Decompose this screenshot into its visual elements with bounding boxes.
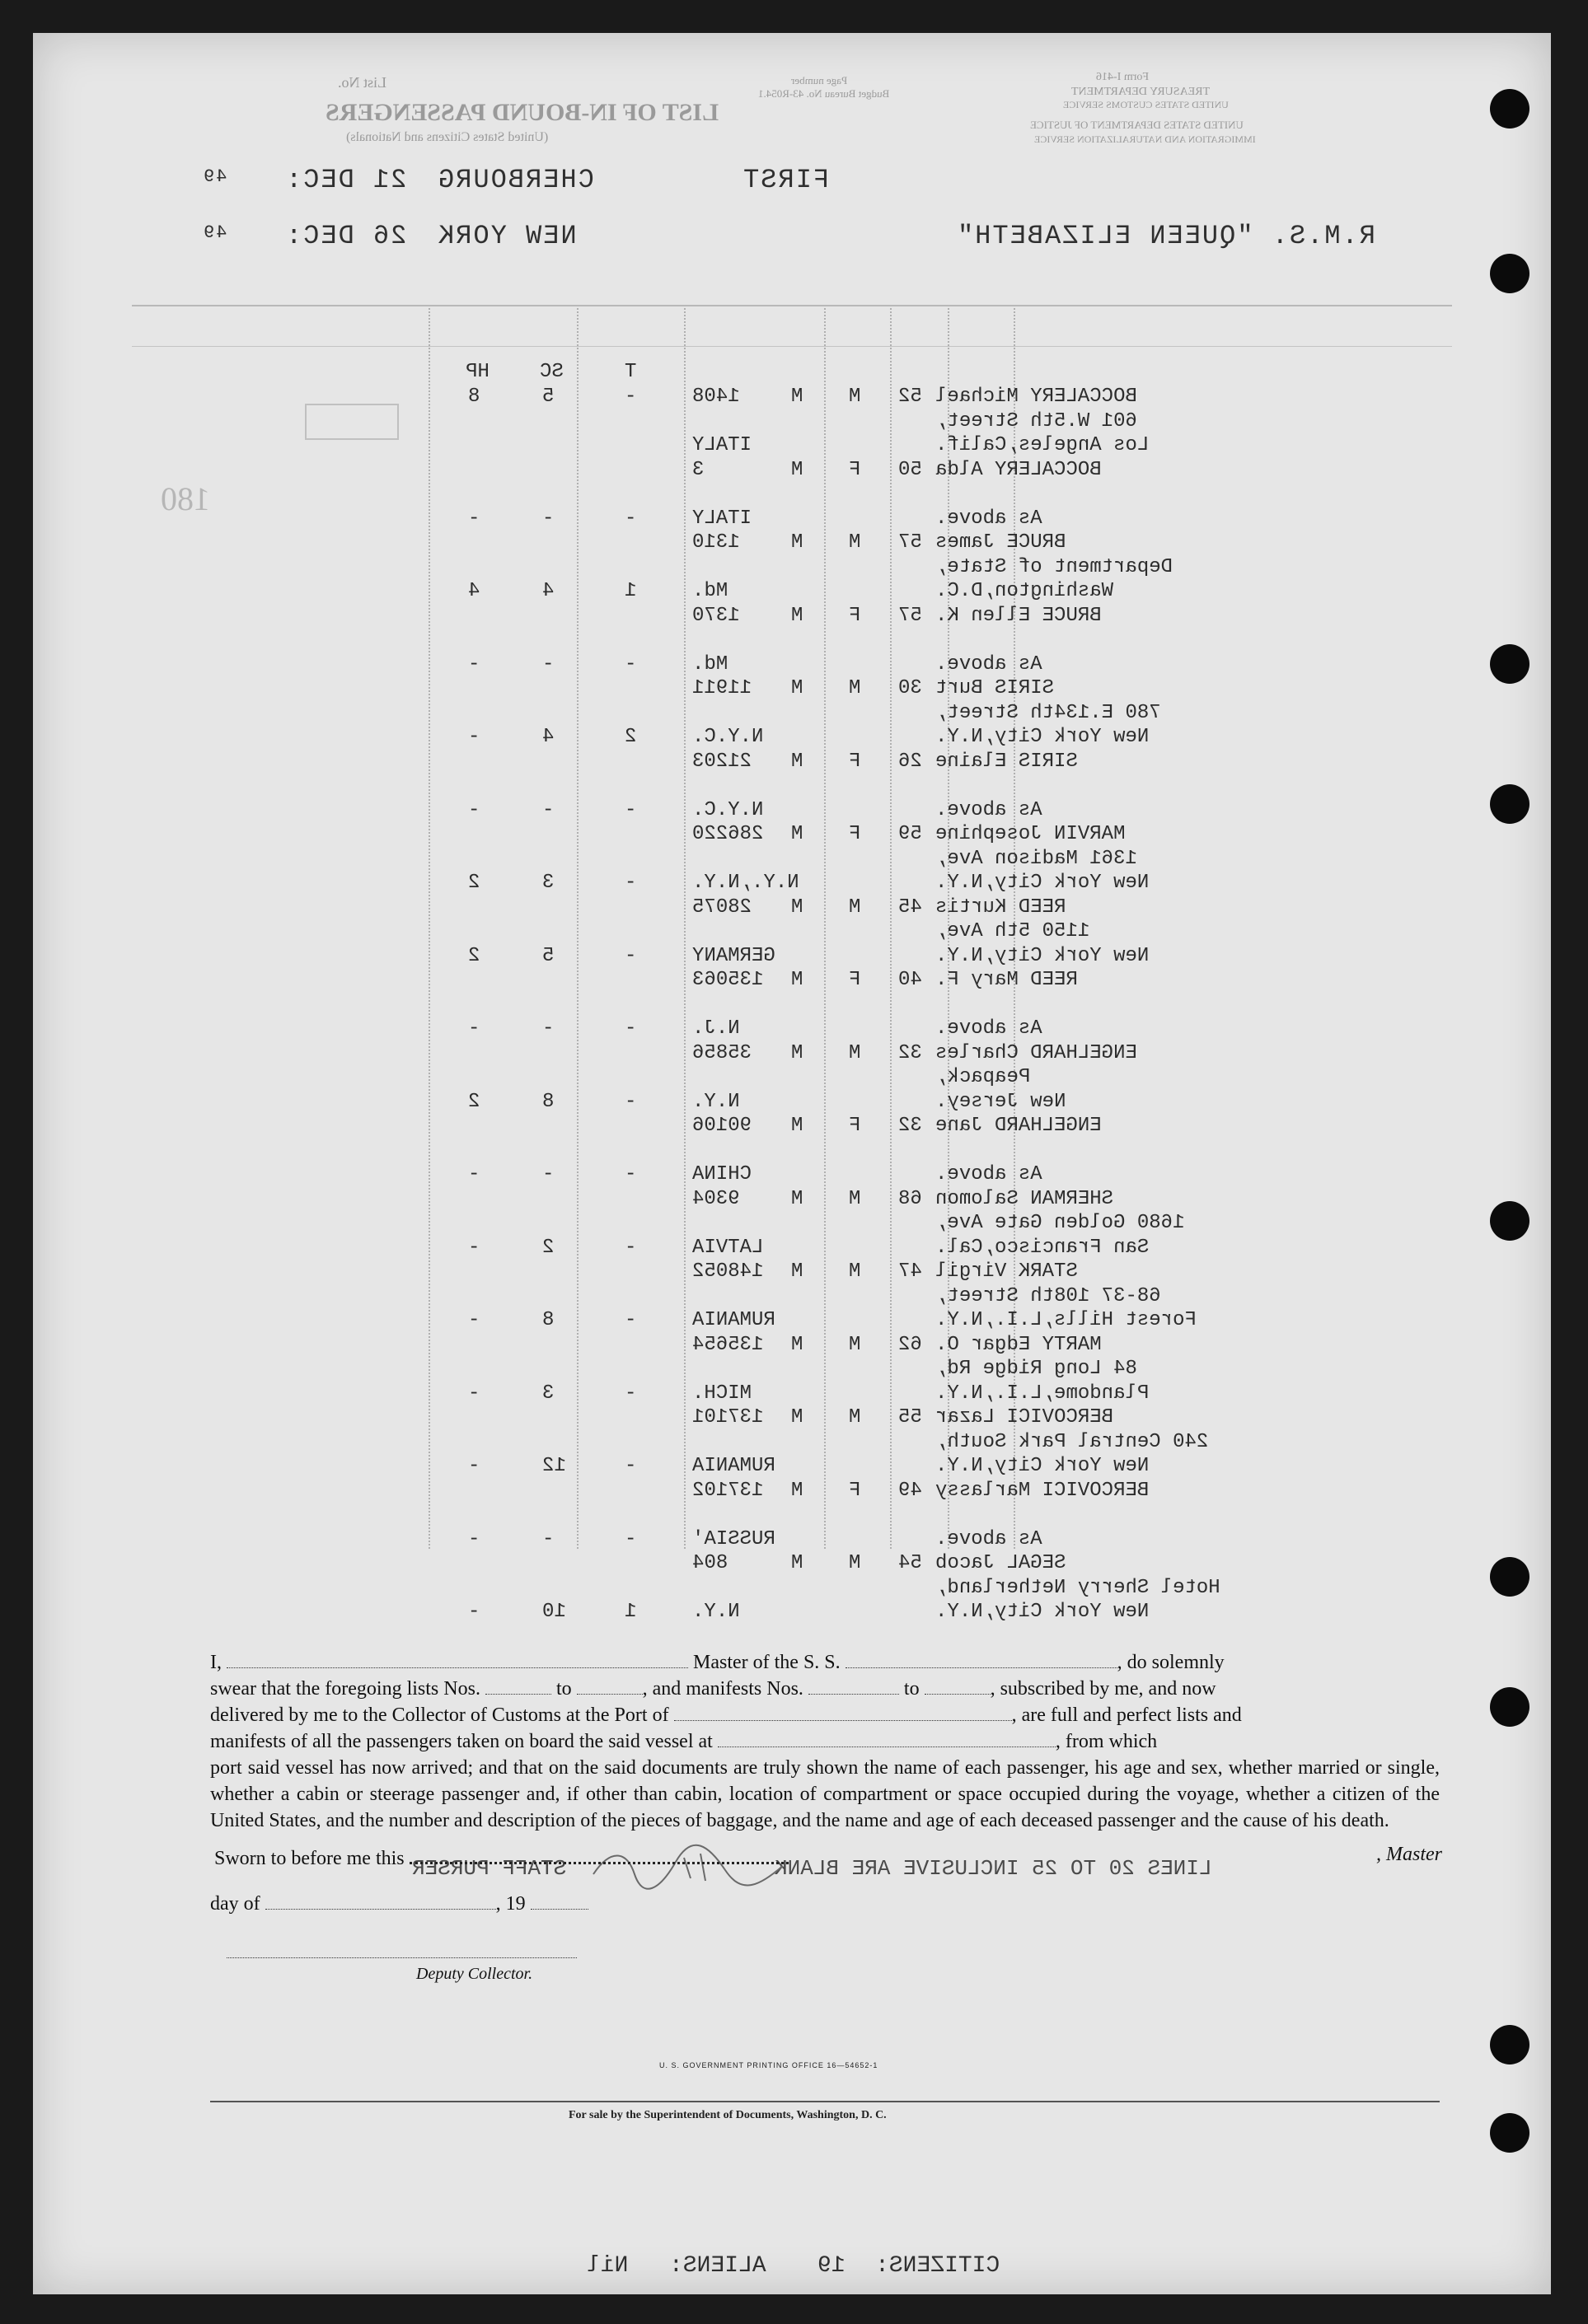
- departure-port: CHERBOURG: [437, 165, 594, 195]
- column-divider: [429, 305, 430, 1549]
- entry-c3: -: [468, 1527, 480, 1550]
- entry-c2: 2: [542, 1236, 555, 1259]
- oath-and-manifests: , and manifests Nos.: [642, 1678, 803, 1700]
- entry-age: 45: [898, 895, 922, 919]
- col-head-t: T: [625, 361, 637, 383]
- sworn-date-blank: [410, 1844, 789, 1864]
- col-head-sc: SC: [540, 361, 564, 383]
- entry-name: REED Kurtis: [935, 895, 1066, 919]
- binder-hole-5: [1490, 1201, 1529, 1241]
- entry-c3: -: [468, 726, 480, 748]
- entry-name: 1361 Madison Ave,: [935, 847, 1137, 870]
- serial-stamp: 180: [161, 480, 210, 517]
- entry-name: BERCOVICI Marlassy: [935, 1479, 1150, 1502]
- day-of-blank: [265, 1891, 496, 1910]
- entry-name: New York City,N.Y.: [935, 726, 1150, 748]
- entry-ref: GERMANY: [692, 944, 775, 967]
- entry-name: 68-37 108th Street,: [935, 1284, 1161, 1307]
- entry-ref: 135063: [692, 969, 764, 991]
- form-title: LIST OF IN-BOUND PASSENGERS: [326, 99, 719, 126]
- entry-sex: M: [849, 531, 861, 554]
- entry-ref: 1310: [692, 531, 740, 554]
- day-of-line: [210, 1891, 588, 1915]
- aliens-value: Nil: [587, 2253, 629, 2279]
- entry-name: SIRIS Elaine: [935, 750, 1078, 773]
- entry-c3: 4: [468, 580, 480, 602]
- staff-purser-note: STAFF PURSER: [412, 1856, 567, 1881]
- entry-status: M: [791, 1260, 803, 1283]
- entry-ref: ITALY: [692, 434, 752, 456]
- entry-ref: 286220: [692, 823, 764, 845]
- oath-do-solemnly: , do solemnly: [1117, 1652, 1225, 1673]
- entry-c1: -: [625, 1527, 637, 1550]
- entry-age: 26: [898, 750, 922, 773]
- year-blank: [531, 1891, 588, 1910]
- binder-hole-9: [1490, 2113, 1529, 2153]
- entry-c2: 5: [542, 944, 555, 967]
- entry-name: BRUCE James: [935, 531, 1066, 554]
- entry-age: 32: [898, 1041, 922, 1064]
- entry-name: BERCOVICI Lazar: [935, 1406, 1114, 1429]
- for-sale-note: For sale by the Superintendent of Documents, Washington, D. C.: [569, 2109, 887, 2121]
- entry-name: Washington,D.C.: [935, 580, 1114, 602]
- entry-c3: 2: [468, 1090, 480, 1113]
- entry-name: 1150 5th Ave,: [935, 920, 1090, 942]
- entry-age: 30: [898, 677, 922, 699]
- entry-sex: M: [849, 1333, 861, 1356]
- entry-name: 1680 Golden Gate Ave,: [935, 1212, 1185, 1234]
- entry-c1: -: [625, 1163, 637, 1185]
- entry-sex: F: [849, 458, 861, 481]
- entry-age: 54: [898, 1552, 922, 1574]
- entry-c3: -: [468, 1163, 480, 1185]
- entry-name: New York City,N.Y.: [935, 1455, 1150, 1477]
- entry-age: 59: [898, 823, 922, 845]
- binder-hole-7: [1490, 1687, 1529, 1727]
- entry-sex: M: [849, 1187, 861, 1210]
- form-subtitle: (United States Citizens and Nationals): [346, 130, 549, 144]
- arrival-port: NEW YORK: [437, 221, 577, 251]
- list-no-label: List No.: [338, 74, 387, 91]
- entry-sex: F: [849, 969, 861, 991]
- entry-c2: 8: [542, 1309, 555, 1331]
- entry-c1: -: [625, 507, 637, 530]
- oath-to: to: [555, 1678, 572, 1700]
- vessel-name: R.M.S. "QUEEN ELIZABETH": [956, 221, 1375, 251]
- binder-hole-6: [1490, 1557, 1529, 1597]
- entry-ref: 9304: [692, 1187, 740, 1210]
- binder-hole-8: [1490, 2025, 1529, 2064]
- manifests-to-blank: [925, 1676, 991, 1695]
- entry-c1: 1: [625, 1601, 637, 1623]
- entry-status: M: [791, 1041, 803, 1064]
- oath-line-1: [210, 1649, 1440, 1676]
- entry-sex: M: [849, 677, 861, 699]
- sworn-line: [198, 1844, 1442, 1870]
- entry-c1: -: [625, 1236, 637, 1259]
- stamp-box: [305, 404, 399, 440]
- entry-name: REED Mary F.: [935, 969, 1078, 991]
- entry-sex: F: [849, 1479, 861, 1502]
- entry-c3: 2: [468, 944, 480, 967]
- arrival-year: 49: [202, 222, 227, 243]
- entry-c2: 8: [542, 1090, 555, 1113]
- entry-ref: 35856: [692, 1041, 752, 1064]
- entry-ref: 1408: [692, 386, 740, 408]
- binder-hole-4: [1490, 784, 1529, 824]
- footer-rule: [210, 2101, 1440, 2102]
- entry-ref: 135654: [692, 1333, 764, 1356]
- gpo-imprint: U. S. GOVERNMENT PRINTING OFFICE 16—54652-1: [659, 2061, 878, 2069]
- entry-c2: 4: [542, 580, 555, 602]
- entry-ref: 90106: [692, 1115, 752, 1137]
- entry-age: 32: [898, 1115, 922, 1137]
- entry-c2: 3: [542, 1382, 555, 1405]
- entry-ref: MICH.: [692, 1382, 752, 1405]
- sworn-label: Sworn to before me this: [214, 1848, 405, 1869]
- entry-name: BOCCALERY Alda: [935, 458, 1102, 481]
- entry-status: M: [791, 895, 803, 919]
- entry-name: Hotel Sherry Netherland,: [935, 1576, 1220, 1599]
- entry-name: As above.: [935, 798, 1042, 821]
- entry-name: ENGELHARD Charles: [935, 1041, 1137, 1064]
- entry-status: M: [791, 1406, 803, 1429]
- entry-status: M: [791, 531, 803, 554]
- entry-c2: -: [542, 1527, 555, 1550]
- entry-age: 52: [898, 386, 922, 408]
- entry-ref: 804: [692, 1552, 728, 1574]
- entry-age: 57: [898, 604, 922, 627]
- entry-ref: RUMANIA: [692, 1309, 775, 1331]
- entry-ref: 1370: [692, 604, 740, 627]
- entry-status: M: [791, 604, 803, 627]
- entry-name: As above.: [935, 652, 1042, 676]
- column-divider: [577, 305, 579, 1549]
- manifest-page: [33, 33, 1551, 2294]
- master-label: , Master: [1376, 1844, 1442, 1865]
- entry-c1: 1: [625, 580, 637, 602]
- entry-ref: LATVIA: [692, 1236, 764, 1259]
- entry-status: M: [791, 1333, 803, 1356]
- entry-name: Peapack,: [935, 1066, 1031, 1088]
- entry-c1: -: [625, 944, 637, 967]
- entry-name: BRUCE Ellen K.: [935, 604, 1102, 627]
- entry-name: 601 W.5th Street,: [935, 409, 1137, 433]
- col-head-hp: HP: [466, 361, 490, 383]
- entry-c1: -: [625, 1017, 637, 1040]
- entry-age: 57: [898, 531, 922, 554]
- entry-c3: -: [468, 1382, 480, 1405]
- entry-c1: -: [625, 798, 637, 821]
- port-blank: [674, 1702, 1012, 1721]
- entry-c2: 12: [542, 1455, 566, 1477]
- entry-ref: N.Y.C.: [692, 726, 764, 748]
- oath-delivered: delivered by me to the Collector of Customs at the Port of: [210, 1704, 669, 1726]
- entry-status: M: [791, 823, 803, 845]
- oath-line-2: [210, 1676, 1440, 1702]
- column-divider: [824, 305, 826, 1549]
- entry-age: 47: [898, 1260, 922, 1283]
- entry-ref: 148052: [692, 1260, 764, 1283]
- entry-status: M: [791, 386, 803, 408]
- entry-c1: -: [625, 1309, 637, 1331]
- entry-ref: RUMANIA: [692, 1455, 775, 1477]
- entry-status: M: [791, 1552, 803, 1574]
- entry-name: 240 Central Park South,: [935, 1430, 1209, 1453]
- manifests-from-blank: [808, 1676, 899, 1695]
- column-divider: [890, 305, 892, 1549]
- oath-swear: swear that the foregoing lists Nos.: [210, 1678, 480, 1700]
- entry-sex: F: [849, 750, 861, 773]
- deputy-signature-line: [227, 1957, 577, 1958]
- budget-label: Budget Bureau No. 43-R054.1: [758, 87, 890, 100]
- entry-name: New York City,N.Y.: [935, 1601, 1150, 1623]
- departure-year: 49: [202, 166, 227, 187]
- entry-c2: 5: [542, 386, 555, 408]
- entry-name: MARTY Edgar O.: [935, 1333, 1102, 1356]
- page-number-label: Page number: [791, 74, 848, 87]
- entry-status: M: [791, 969, 803, 991]
- binder-hole-2: [1490, 254, 1529, 293]
- entry-name: Los Angeles,Calif.: [935, 434, 1150, 456]
- entry-sex: F: [849, 1115, 861, 1137]
- oath-body: port said vessel has now arrived; and that on the said documents are truly shown the name of each passenger, his age and sex, whether married or single, whether a cabin or steerage passenger and, if other than cabin, location of compartment or space occupied during the voyage, whether a citizen of the United States, and the number and description of the pieces of baggage, and the name and age of each deceased passenger and the cause of his death.: [210, 1757, 1440, 1831]
- lists-from-blank: [485, 1676, 551, 1695]
- arrival-date: 26 DEC:: [284, 221, 407, 251]
- entry-c1: -: [625, 386, 637, 408]
- entry-name: SHERMAN Salomon: [935, 1187, 1114, 1210]
- entry-ref: 137102: [692, 1479, 764, 1502]
- entry-status: M: [791, 677, 803, 699]
- entry-name: 780 E.134th Street,: [935, 701, 1161, 724]
- oath-from-which: , from which: [1055, 1731, 1158, 1752]
- service-2: IMMIGRATION AND NATURALIZATION SERVICE: [1034, 133, 1256, 145]
- entry-ref: N.J.: [692, 1017, 740, 1040]
- oath-to-2: to: [903, 1678, 920, 1700]
- entry-age: 40: [898, 969, 922, 991]
- entry-ref: ITALY: [692, 507, 752, 530]
- entry-c2: 3: [542, 872, 555, 894]
- entry-c3: -: [468, 1601, 480, 1623]
- entry-c2: -: [542, 652, 555, 676]
- oath-subscribed: , subscribed by me, and now: [990, 1678, 1216, 1700]
- master-name-blank: [227, 1649, 688, 1668]
- service: UNITED STATES CUSTOMS SERVICE: [1063, 99, 1229, 110]
- entry-sex: M: [849, 1406, 861, 1429]
- lists-to-blank: [577, 1676, 643, 1695]
- entry-sex: F: [849, 604, 861, 627]
- entry-ref: Md.: [692, 652, 728, 676]
- entry-c1: -: [625, 1455, 637, 1477]
- entry-status: M: [791, 1187, 803, 1210]
- entry-c1: -: [625, 1382, 637, 1405]
- entry-age: 50: [898, 458, 922, 481]
- entry-ref: 28075: [692, 895, 752, 919]
- day-of-label: day of: [210, 1893, 260, 1915]
- binder-hole-3: [1490, 644, 1529, 684]
- entry-ref: N.Y.: [692, 1090, 740, 1113]
- entry-name: As above.: [935, 1163, 1042, 1185]
- embark-port-blank: [718, 1728, 1056, 1747]
- column-divider: [684, 305, 686, 1549]
- entry-sex: F: [849, 823, 861, 845]
- oath-full-lists: , are full and perfect lists and: [1011, 1704, 1242, 1726]
- binder-hole-1: [1490, 89, 1529, 129]
- entry-c3: -: [468, 1236, 480, 1259]
- citizens-label: CITIZENS:: [875, 2253, 1000, 2279]
- entry-name: As above.: [935, 1017, 1042, 1040]
- entry-status: M: [791, 1479, 803, 1502]
- entry-c3: -: [468, 798, 480, 821]
- entry-name: As above.: [935, 507, 1042, 530]
- entry-c2: -: [542, 1163, 555, 1185]
- entry-ref: 3: [692, 458, 705, 481]
- departure-date: 21 DEC:: [284, 165, 407, 195]
- entry-c2: -: [542, 798, 555, 821]
- entry-c2: -: [542, 1017, 555, 1040]
- deputy-collector-label: Deputy Collector.: [416, 1965, 533, 1983]
- entry-name: San Francisco,Cal.: [935, 1236, 1150, 1259]
- entry-name: Department of State,: [935, 555, 1173, 578]
- entry-c2: -: [542, 507, 555, 530]
- entry-c3: 2: [468, 872, 480, 894]
- department: TREASURY DEPARTMENT: [1071, 86, 1211, 98]
- entry-ref: N.Y.C.: [692, 798, 764, 821]
- entry-name: BOCCALERY Michael: [935, 386, 1137, 408]
- entry-sex: M: [849, 895, 861, 919]
- entry-sex: M: [849, 386, 861, 408]
- entry-name: Plandome,L.I.,N.Y.: [935, 1382, 1150, 1405]
- entry-c3: -: [468, 1017, 480, 1040]
- entry-ref: 137101: [692, 1406, 764, 1429]
- entry-sex: M: [849, 1552, 861, 1574]
- entry-name: New Jersey.: [935, 1090, 1066, 1113]
- entry-status: M: [791, 750, 803, 773]
- entry-ref: N.Y.,N.Y.: [692, 872, 799, 894]
- entry-age: 62: [898, 1333, 922, 1356]
- entry-sex: M: [849, 1260, 861, 1283]
- entry-age: 55: [898, 1406, 922, 1429]
- entry-name: Forest Hills,L.I.,N.Y.: [935, 1309, 1197, 1331]
- aliens-label: ALIENS:: [669, 2253, 766, 2279]
- entry-c2: 4: [542, 726, 555, 748]
- entry-name: As above.: [935, 1527, 1042, 1550]
- oath-line-3: [210, 1702, 1440, 1728]
- entry-c2: 10: [542, 1601, 566, 1623]
- entry-ref: 21203: [692, 750, 752, 773]
- oath-statement: [210, 1649, 1440, 1834]
- entry-c1: -: [625, 652, 637, 676]
- entry-name: STARK Virgil: [935, 1260, 1078, 1283]
- entry-ref: CHINA: [692, 1163, 752, 1185]
- entry-c3: -: [468, 652, 480, 676]
- entry-name: SEGAL Jacob: [935, 1552, 1066, 1574]
- entry-ref: RUSSIA': [692, 1527, 775, 1550]
- entry-name: SIRIS Burt: [935, 677, 1055, 699]
- header-rule: [132, 346, 1452, 347]
- entry-ref: 11911: [692, 677, 752, 699]
- entry-status: M: [791, 1115, 803, 1137]
- entry-c3: -: [468, 507, 480, 530]
- header-rule: [132, 305, 1452, 306]
- oath-master-of: Master of the S. S.: [693, 1652, 841, 1673]
- oath-manifests: manifests of all the passengers taken on board the said vessel at: [210, 1731, 713, 1752]
- entry-name: ENGELHARD Jane: [935, 1115, 1102, 1137]
- entry-status: M: [791, 458, 803, 481]
- class-value: FIRST: [742, 165, 830, 195]
- entry-age: 49: [898, 1479, 922, 1502]
- entry-c1: 2: [625, 726, 637, 748]
- lines-blank-note: LINES 20 TO 25 INCLUSIVE ARE BLANK: [775, 1856, 1212, 1881]
- entry-sex: M: [849, 1041, 861, 1064]
- entry-age: 68: [898, 1187, 922, 1210]
- oath-line-4: [210, 1728, 1440, 1755]
- form-id: Form I-416: [1096, 71, 1150, 83]
- oath-i: I,: [210, 1652, 222, 1673]
- entry-name: New York City,N.Y.: [935, 944, 1150, 967]
- entry-c3: -: [468, 1309, 480, 1331]
- entry-name: 84 Long Ridge Rd,: [935, 1358, 1137, 1380]
- entry-c3: -: [468, 1455, 480, 1477]
- entry-c3: 8: [468, 386, 480, 408]
- entry-name: MARVIN Josephine: [935, 823, 1126, 845]
- entry-c1: -: [625, 872, 637, 894]
- vessel-blank: [846, 1649, 1117, 1668]
- entry-ref: N.Y.: [692, 1601, 740, 1623]
- entry-name: New York City,N.Y.: [935, 872, 1150, 894]
- year-label: , 19: [495, 1893, 526, 1915]
- entry-c1: -: [625, 1090, 637, 1113]
- citizens-value: 19: [817, 2253, 846, 2279]
- entry-ref: Md.: [692, 580, 728, 602]
- department-2: UNITED STATES DEPARTMENT OF JUSTICE: [1030, 119, 1244, 131]
